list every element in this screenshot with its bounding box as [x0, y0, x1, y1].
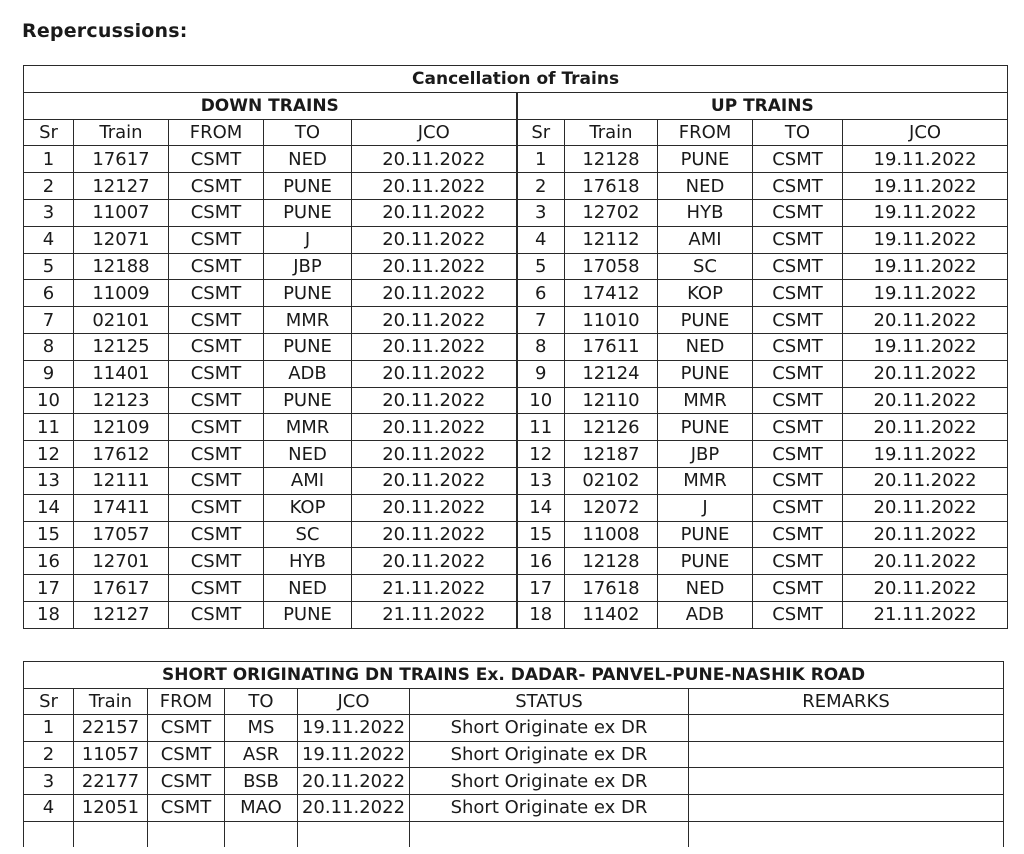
down-cell: 20.11.2022 [352, 146, 517, 173]
col-header: Train [565, 119, 658, 146]
col-header: REMARKS [689, 688, 1004, 715]
down-cell: 12109 [74, 414, 169, 441]
down-cell: 18 [24, 601, 74, 628]
down-cell: CSMT [169, 441, 264, 468]
table-row [24, 494, 1008, 521]
up-cell: 19.11.2022 [843, 333, 1008, 360]
blank-cell [298, 821, 410, 847]
short-cell: CSMT [148, 794, 225, 821]
up-cell: 12128 [565, 146, 658, 173]
up-cell: NED [658, 333, 753, 360]
up-cell: CSMT [753, 494, 843, 521]
up-cell: KOP [658, 280, 753, 307]
table-row [24, 715, 1004, 742]
down-cell: CSMT [169, 387, 264, 414]
down-cell: 20.11.2022 [352, 387, 517, 414]
down-cell: NED [264, 575, 352, 602]
short-cell: CSMT [148, 715, 225, 742]
down-cell: 1 [24, 146, 74, 173]
up-cell: 20.11.2022 [843, 521, 1008, 548]
short-cell: 22157 [74, 715, 148, 742]
down-cell: 12123 [74, 387, 169, 414]
up-cell: 10 [517, 387, 565, 414]
down-cell: 11007 [74, 199, 169, 226]
col-header: Sr [517, 119, 565, 146]
short-cell: 2 [24, 741, 74, 768]
down-cell: 12127 [74, 173, 169, 200]
up-cell: 12072 [565, 494, 658, 521]
up-cell: 17618 [565, 575, 658, 602]
up-cell: 16 [517, 548, 565, 575]
down-cell: 6 [24, 280, 74, 307]
down-cell: 12111 [74, 467, 169, 494]
down-cell: 21.11.2022 [352, 601, 517, 628]
down-cell: CSMT [169, 467, 264, 494]
down-cell: CSMT [169, 253, 264, 280]
up-cell: CSMT [753, 441, 843, 468]
up-cell: CSMT [753, 387, 843, 414]
col-header: JCO [352, 119, 517, 146]
short-header-row [24, 688, 1004, 715]
up-cell: 19.11.2022 [843, 441, 1008, 468]
down-cell: CSMT [169, 307, 264, 334]
up-cell: 17412 [565, 280, 658, 307]
blank-cell [410, 821, 689, 847]
down-cell: 17057 [74, 521, 169, 548]
down-cell: 20.11.2022 [352, 548, 517, 575]
up-trains-title: UP TRAINS [517, 92, 1008, 119]
up-cell: 12702 [565, 199, 658, 226]
up-cell: PUNE [658, 521, 753, 548]
short-cell [689, 794, 1004, 821]
col-header: FROM [169, 119, 264, 146]
up-cell: 2 [517, 173, 565, 200]
table-row [24, 387, 1008, 414]
table-row [24, 146, 1008, 173]
down-cell: 17617 [74, 146, 169, 173]
up-cell: 19.11.2022 [843, 253, 1008, 280]
down-cell: 10 [24, 387, 74, 414]
down-cell: 20.11.2022 [352, 199, 517, 226]
down-cell: CSMT [169, 333, 264, 360]
down-cell: CSMT [169, 601, 264, 628]
blank-cell [689, 821, 1004, 847]
down-cell: 11009 [74, 280, 169, 307]
down-cell: PUNE [264, 173, 352, 200]
up-cell: 19.11.2022 [843, 173, 1008, 200]
table-row [24, 441, 1008, 468]
table-row [24, 307, 1008, 334]
down-cell: PUNE [264, 333, 352, 360]
short-cell: 11057 [74, 741, 148, 768]
up-cell: 20.11.2022 [843, 575, 1008, 602]
up-cell: 12187 [565, 441, 658, 468]
down-cell: 5 [24, 253, 74, 280]
col-header: JCO [298, 688, 410, 715]
blank-cell [74, 821, 148, 847]
up-cell: 17618 [565, 173, 658, 200]
down-cell: 17612 [74, 441, 169, 468]
down-cell: 20.11.2022 [352, 467, 517, 494]
down-cell: 20.11.2022 [352, 226, 517, 253]
up-cell: 12126 [565, 414, 658, 441]
up-cell: CSMT [753, 280, 843, 307]
up-cell: MMR [658, 387, 753, 414]
down-cell: 12127 [74, 601, 169, 628]
table-row [24, 173, 1008, 200]
up-cell: 20.11.2022 [843, 467, 1008, 494]
up-cell: 20.11.2022 [843, 387, 1008, 414]
up-cell: CSMT [753, 173, 843, 200]
down-cell: 9 [24, 360, 74, 387]
up-cell: 20.11.2022 [843, 414, 1008, 441]
down-cell: PUNE [264, 280, 352, 307]
up-cell: JBP [658, 441, 753, 468]
up-cell: 11402 [565, 601, 658, 628]
up-cell: PUNE [658, 146, 753, 173]
short-cell: 3 [24, 768, 74, 795]
up-cell: 5 [517, 253, 565, 280]
up-cell: 4 [517, 226, 565, 253]
up-cell: 12112 [565, 226, 658, 253]
short-cell: Short Originate ex DR [410, 715, 689, 742]
up-cell: CSMT [753, 467, 843, 494]
cancellation-table [23, 65, 1008, 629]
short-originating-title: SHORT ORIGINATING DN TRAINS Ex. DADAR- PANVEL-PUNE-NASHIK ROAD [24, 662, 1004, 689]
down-cell: CSMT [169, 199, 264, 226]
down-cell: PUNE [264, 199, 352, 226]
col-header: TO [225, 688, 298, 715]
down-cell: CSMT [169, 548, 264, 575]
table-row [24, 333, 1008, 360]
short-cell: MAO [225, 794, 298, 821]
down-cell: 12125 [74, 333, 169, 360]
blank-cell [148, 821, 225, 847]
down-cell: SC [264, 521, 352, 548]
down-cell: PUNE [264, 601, 352, 628]
short-cell: CSMT [148, 768, 225, 795]
short-cell: 19.11.2022 [298, 715, 410, 742]
down-cell: JBP [264, 253, 352, 280]
up-cell: 8 [517, 333, 565, 360]
up-cell: 9 [517, 360, 565, 387]
up-cell: 17058 [565, 253, 658, 280]
col-header: FROM [658, 119, 753, 146]
blank-cell [24, 821, 74, 847]
up-cell: 12128 [565, 548, 658, 575]
up-cell: NED [658, 173, 753, 200]
down-cell: 3 [24, 199, 74, 226]
down-cell: 12071 [74, 226, 169, 253]
down-cell: 17 [24, 575, 74, 602]
short-cell: 22177 [74, 768, 148, 795]
short-cell: 19.11.2022 [298, 741, 410, 768]
short-cell [689, 768, 1004, 795]
down-cell: 13 [24, 467, 74, 494]
col-header: Train [74, 119, 169, 146]
up-cell: CSMT [753, 146, 843, 173]
up-cell: 20.11.2022 [843, 494, 1008, 521]
up-cell: CSMT [753, 360, 843, 387]
up-cell: SC [658, 253, 753, 280]
down-cell: CSMT [169, 494, 264, 521]
down-cell: 17617 [74, 575, 169, 602]
cancellation-title: Cancellation of Trains [24, 66, 1008, 93]
up-cell: HYB [658, 199, 753, 226]
short-cell: BSB [225, 768, 298, 795]
down-cell: 12 [24, 441, 74, 468]
down-cell: 7 [24, 307, 74, 334]
table-row [24, 548, 1008, 575]
down-cell: 20.11.2022 [352, 441, 517, 468]
up-cell: 3 [517, 199, 565, 226]
up-cell: ADB [658, 601, 753, 628]
up-cell: 14 [517, 494, 565, 521]
up-cell: PUNE [658, 414, 753, 441]
up-cell: 19.11.2022 [843, 226, 1008, 253]
down-cell: 20.11.2022 [352, 360, 517, 387]
table-row [24, 360, 1008, 387]
down-cell: 20.11.2022 [352, 173, 517, 200]
up-cell: 12110 [565, 387, 658, 414]
short-cell: MS [225, 715, 298, 742]
down-cell: 20.11.2022 [352, 307, 517, 334]
table-row [24, 521, 1008, 548]
table-row [24, 794, 1004, 821]
short-cell: CSMT [148, 741, 225, 768]
up-cell: 20.11.2022 [843, 360, 1008, 387]
up-cell: 7 [517, 307, 565, 334]
down-cell: CSMT [169, 414, 264, 441]
up-cell: CSMT [753, 307, 843, 334]
down-cell: 20.11.2022 [352, 253, 517, 280]
down-cell: KOP [264, 494, 352, 521]
down-cell: CSMT [169, 575, 264, 602]
col-header: FROM [148, 688, 225, 715]
down-cell: CSMT [169, 226, 264, 253]
up-cell: 20.11.2022 [843, 548, 1008, 575]
col-header: TO [753, 119, 843, 146]
up-cell: CSMT [753, 548, 843, 575]
page-heading: Repercussions: [22, 20, 188, 42]
table-row [24, 601, 1008, 628]
up-cell: 12124 [565, 360, 658, 387]
down-cell: 14 [24, 494, 74, 521]
down-cell: ADB [264, 360, 352, 387]
table-row [24, 253, 1008, 280]
down-cell: 12701 [74, 548, 169, 575]
col-header: Train [74, 688, 148, 715]
col-header: TO [264, 119, 352, 146]
table-row [24, 280, 1008, 307]
up-cell: 17 [517, 575, 565, 602]
up-cell: 20.11.2022 [843, 307, 1008, 334]
table-row [24, 467, 1008, 494]
col-header: Sr [24, 688, 74, 715]
col-header: Sr [24, 119, 74, 146]
cancellation-header-row [24, 119, 1008, 146]
down-cell: 12188 [74, 253, 169, 280]
short-cell: Short Originate ex DR [410, 794, 689, 821]
up-cell: CSMT [753, 333, 843, 360]
up-cell: 15 [517, 521, 565, 548]
up-cell: PUNE [658, 360, 753, 387]
up-cell: 6 [517, 280, 565, 307]
short-cell: 20.11.2022 [298, 794, 410, 821]
col-header: JCO [843, 119, 1008, 146]
up-cell: CSMT [753, 414, 843, 441]
short-cell [689, 715, 1004, 742]
table-row [24, 575, 1008, 602]
up-cell: NED [658, 575, 753, 602]
down-cell: 21.11.2022 [352, 575, 517, 602]
down-trains-title: DOWN TRAINS [24, 92, 517, 119]
col-header: STATUS [410, 688, 689, 715]
up-cell: 18 [517, 601, 565, 628]
up-cell: 19.11.2022 [843, 280, 1008, 307]
table-row [24, 199, 1008, 226]
short-cell: ASR [225, 741, 298, 768]
table-row [24, 741, 1004, 768]
short-cell [689, 741, 1004, 768]
table-row [24, 768, 1004, 795]
down-cell: 2 [24, 173, 74, 200]
down-cell: 4 [24, 226, 74, 253]
down-cell: 8 [24, 333, 74, 360]
down-cell: AMI [264, 467, 352, 494]
down-cell: 20.11.2022 [352, 414, 517, 441]
up-cell: PUNE [658, 548, 753, 575]
down-cell: 20.11.2022 [352, 494, 517, 521]
down-cell: 20.11.2022 [352, 333, 517, 360]
up-cell: 19.11.2022 [843, 199, 1008, 226]
down-cell: CSMT [169, 173, 264, 200]
down-cell: 15 [24, 521, 74, 548]
down-cell: CSMT [169, 360, 264, 387]
down-cell: CSMT [169, 521, 264, 548]
short-cell: Short Originate ex DR [410, 768, 689, 795]
down-cell: MMR [264, 307, 352, 334]
up-cell: 11 [517, 414, 565, 441]
down-cell: 11 [24, 414, 74, 441]
short-originating-table [23, 661, 1004, 847]
up-cell: AMI [658, 226, 753, 253]
down-cell: PUNE [264, 387, 352, 414]
down-cell: J [264, 226, 352, 253]
up-cell: J [658, 494, 753, 521]
down-cell: 20.11.2022 [352, 280, 517, 307]
short-cell: 12051 [74, 794, 148, 821]
up-cell: 02102 [565, 467, 658, 494]
up-cell: 19.11.2022 [843, 146, 1008, 173]
short-cell: Short Originate ex DR [410, 741, 689, 768]
up-cell: 13 [517, 467, 565, 494]
up-cell: CSMT [753, 199, 843, 226]
up-cell: 21.11.2022 [843, 601, 1008, 628]
table-row [24, 414, 1008, 441]
up-cell: 1 [517, 146, 565, 173]
up-cell: CSMT [753, 601, 843, 628]
blank-row [24, 821, 1004, 847]
short-cell: 4 [24, 794, 74, 821]
blank-cell [225, 821, 298, 847]
down-cell: HYB [264, 548, 352, 575]
up-cell: CSMT [753, 226, 843, 253]
up-cell: 12 [517, 441, 565, 468]
down-cell: MMR [264, 414, 352, 441]
up-cell: CSMT [753, 253, 843, 280]
down-cell: NED [264, 441, 352, 468]
table-row [24, 226, 1008, 253]
short-cell: 20.11.2022 [298, 768, 410, 795]
down-cell: 11401 [74, 360, 169, 387]
short-cell: 1 [24, 715, 74, 742]
up-cell: CSMT [753, 521, 843, 548]
down-cell: CSMT [169, 146, 264, 173]
up-cell: CSMT [753, 575, 843, 602]
down-cell: CSMT [169, 280, 264, 307]
down-cell: 16 [24, 548, 74, 575]
down-cell: NED [264, 146, 352, 173]
up-cell: 17611 [565, 333, 658, 360]
down-cell: 02101 [74, 307, 169, 334]
up-cell: 11010 [565, 307, 658, 334]
down-cell: 17411 [74, 494, 169, 521]
up-cell: MMR [658, 467, 753, 494]
up-cell: 11008 [565, 521, 658, 548]
up-cell: PUNE [658, 307, 753, 334]
down-cell: 20.11.2022 [352, 521, 517, 548]
